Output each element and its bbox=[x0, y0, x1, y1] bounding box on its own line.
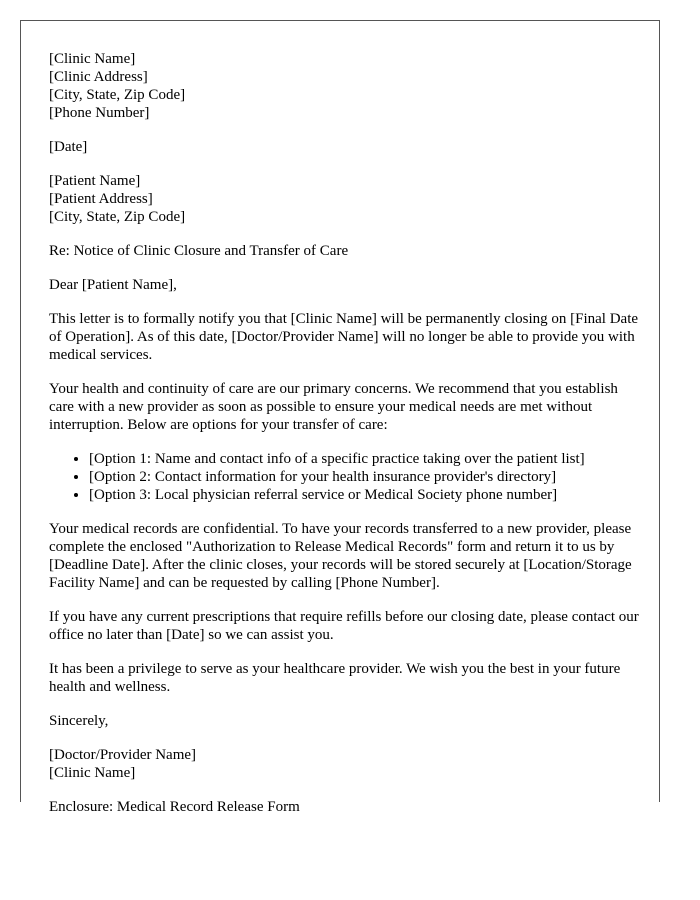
sender-clinic-name: [Clinic Name] bbox=[49, 51, 136, 67]
letter-date-block bbox=[49, 138, 639, 156]
paragraph-continuity-of-care: Your health and continuity of care are our primary concerns. We recommend that you establish care with a new provider as soon as possible to ensure your medical needs are met without interruption. Below are options for your transfer of care: bbox=[49, 381, 618, 433]
recipient-name: [Patient Name] bbox=[49, 173, 141, 189]
list-item: • [Option 2: Contact information for your health insurance provider's directory] bbox=[89, 468, 639, 486]
paragraph-farewell: It has been a privilege to serve as your healthcare provider. We wish you the best in your future health and wellness. bbox=[49, 661, 621, 695]
sender-address-block bbox=[49, 50, 639, 122]
enclosure-note: Enclosure: Medical Record Release Form bbox=[49, 799, 300, 815]
signature-provider-name: [Doctor/Provider Name] bbox=[49, 747, 197, 763]
recipient-address-block bbox=[49, 172, 639, 226]
subject-line: Re: Notice of Clinic Closure and Transfer of Care bbox=[49, 243, 349, 259]
recipient-address: [Patient Address] bbox=[49, 191, 153, 207]
paragraph-medical-records: Your medical records are confidential. To have your records transferred to a new provider, please complete the enclosed "Authorization to Release Medical Records" form and return it to us by [Deadline Date]. After the clinic closes, your records will be stored securely at [Location/Storage Facility Name] and can be requested by calling [Phone Number]. bbox=[49, 521, 632, 591]
closing: Sincerely, bbox=[49, 713, 109, 729]
letter-date: [Date] bbox=[49, 139, 88, 155]
salutation: Dear [Patient Name], bbox=[49, 277, 177, 293]
letter-page bbox=[20, 20, 660, 815]
list-item: • [Option 3: Local physician referral service or Medical Society phone number] bbox=[89, 486, 639, 504]
paragraph-closure-notice: This letter is to formally notify you that [Clinic Name] will be permanently closing on [Final Date of Operation]. As of this date, [Doctor/Provider Name] will no longer be able to provide you with medical services. bbox=[49, 311, 639, 363]
paragraph-prescriptions: If you have any current prescriptions that require refills before our closing date, please contact our office no later than [Date] so we can assist you. bbox=[49, 609, 639, 643]
sender-phone: [Phone Number] bbox=[49, 105, 150, 121]
recipient-city-state-zip: [City, State, Zip Code] bbox=[49, 209, 186, 225]
signature-block bbox=[49, 746, 639, 782]
letter-body bbox=[49, 50, 639, 832]
list-item: • [Option 1: Name and contact info of a specific practice taking over the patient list] bbox=[89, 450, 639, 468]
sender-city-state-zip: [City, State, Zip Code] bbox=[49, 87, 186, 103]
signature-clinic-name: [Clinic Name] bbox=[49, 765, 136, 781]
sender-clinic-address: [Clinic Address] bbox=[49, 69, 148, 85]
transfer-options-list bbox=[49, 450, 639, 504]
